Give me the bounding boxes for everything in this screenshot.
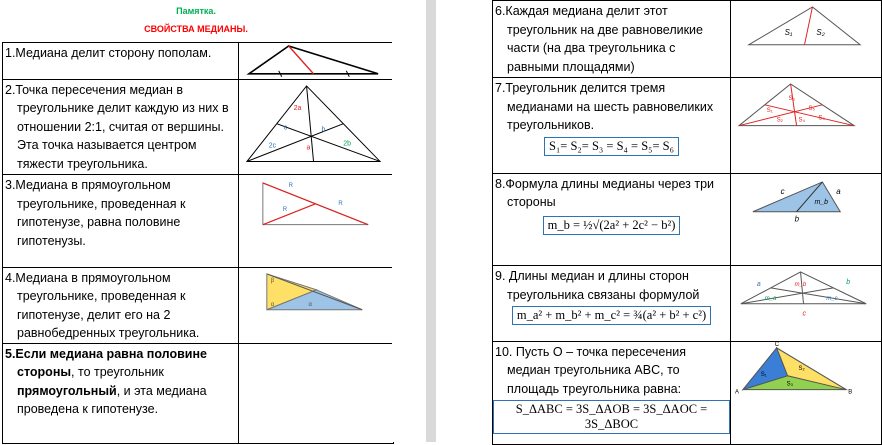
row-5-bold-3: прямоугольный bbox=[17, 383, 117, 398]
svg-text:a: a bbox=[306, 144, 311, 152]
row-5-part-4: , и эта медиана проведена к гипотенузе. bbox=[17, 383, 207, 417]
table-row bbox=[3, 175, 394, 267]
svg-text:2a: 2a bbox=[293, 104, 302, 112]
table-row bbox=[493, 266, 882, 342]
fig-7-six-parts bbox=[731, 78, 882, 173]
left-page bbox=[0, 0, 392, 442]
page-gap bbox=[392, 0, 492, 442]
row-2-text: 2.Точка пересечения медиан в треугольнике делит каждую из них в отношении 2:1, считая от вершины. Эта точка называется центром тяжести треугольника. bbox=[5, 82, 229, 171]
page-title: СВОЙСТВА МЕДИАНЫ. bbox=[144, 24, 248, 34]
svg-text:m_a: m_a bbox=[764, 296, 777, 303]
row-9-text: 9. Длины медиан и длины сторон треугольника связаны формулой bbox=[495, 269, 700, 302]
svg-text:S₄: S₄ bbox=[798, 118, 805, 125]
empty-cell bbox=[239, 343, 394, 443]
svg-text:β: β bbox=[270, 277, 275, 284]
fig-1-median bbox=[239, 43, 394, 80]
svg-text:A: A bbox=[734, 389, 739, 396]
row-5-part-2: , то треугольник bbox=[71, 365, 164, 380]
table-row bbox=[3, 267, 394, 343]
left-table bbox=[2, 42, 394, 444]
row-8-text: 8.Формула длины медианы через три стороны bbox=[495, 176, 715, 210]
svg-text:α: α bbox=[270, 301, 275, 308]
svg-text:2c: 2c bbox=[268, 142, 277, 150]
fig-2-centroid bbox=[239, 79, 394, 174]
formula-9: m_a² + m_b² + m_c² = ¾(a² + b² + c²) bbox=[512, 306, 711, 325]
fig-8-median-length bbox=[731, 173, 882, 265]
svg-text:a: a bbox=[836, 186, 841, 196]
table-row bbox=[493, 78, 882, 173]
svg-text:S₂: S₂ bbox=[776, 118, 783, 125]
row-7-text: 7.Треугольник делится тремя медианами на шесть равновеликих треугольников. bbox=[495, 81, 714, 133]
svg-text:C: C bbox=[774, 341, 780, 348]
svg-text:S₆: S₆ bbox=[788, 96, 795, 103]
svg-text:S₁: S₁ bbox=[784, 27, 793, 37]
svg-text:R: R bbox=[288, 183, 293, 190]
fig-4-isosceles-split bbox=[239, 267, 394, 343]
formula-10: S_ΔABC = 3S_ΔAOB = 3S_ΔAOC = 3S_ΔBOC bbox=[493, 400, 730, 434]
row-1-text: 1.Медиана делит сторону пополам. bbox=[5, 46, 212, 60]
table-row bbox=[3, 343, 394, 443]
svg-text:S₃: S₃ bbox=[818, 116, 825, 123]
table-row bbox=[493, 173, 882, 265]
right-table bbox=[492, 0, 882, 445]
svg-text:c: c bbox=[802, 310, 806, 318]
svg-text:a: a bbox=[756, 281, 761, 289]
svg-text:R: R bbox=[338, 200, 343, 207]
svg-text:α: α bbox=[308, 301, 313, 308]
row-5-bold-1: 5.Если медиана равна половине стороны bbox=[5, 346, 207, 380]
row-4-text: 4.Медиана в прямоугольном треугольнике, проведенная к гипотенузе, делит его на 2 равнобедренных треугольника. bbox=[5, 270, 200, 341]
fig-9-medians-sides bbox=[731, 266, 882, 342]
table-row bbox=[493, 1, 882, 78]
row-3-text: 3.Медиана в прямоугольном треугольнике, проведенная к гипотенузе, равна половине гипотенузы. bbox=[5, 178, 186, 248]
svg-text:m_c: m_c bbox=[826, 296, 838, 303]
right-page bbox=[492, 0, 882, 442]
svg-text:m_b: m_b bbox=[814, 198, 828, 206]
svg-text:S₃: S₃ bbox=[786, 381, 794, 388]
svg-text:B: B bbox=[848, 389, 853, 396]
table-row bbox=[493, 341, 882, 444]
fig-3-right-triangle-median bbox=[239, 175, 394, 267]
svg-text:S₅: S₅ bbox=[808, 106, 815, 113]
svg-text:R: R bbox=[282, 206, 288, 213]
fig-10-area bbox=[731, 341, 882, 444]
svg-text:m_b: m_b bbox=[794, 282, 807, 289]
svg-text:S₁: S₁ bbox=[766, 108, 773, 115]
row-10-text: 10. Пусть О – точка пересечения медиан треугольника ABC, то площадь треугольника равна: bbox=[495, 344, 686, 396]
svg-text:c: c bbox=[283, 124, 288, 132]
row-5-text bbox=[3, 344, 238, 419]
svg-text:S₂: S₂ bbox=[798, 365, 805, 372]
svg-text:b: b bbox=[846, 279, 851, 287]
formula-8: m_b = ½√(2a² + 2c² − b²) bbox=[543, 216, 681, 235]
table-row bbox=[3, 79, 394, 174]
table-row bbox=[3, 43, 394, 80]
page-separator bbox=[426, 0, 436, 442]
memo-label: Памятка. bbox=[176, 6, 216, 16]
svg-text:2b: 2b bbox=[343, 140, 352, 148]
formula-7: S₁= S₂= S₃ = S₄ = S₅= S₆ bbox=[544, 137, 679, 156]
svg-text:b: b bbox=[794, 214, 799, 224]
svg-text:c: c bbox=[780, 186, 785, 196]
row-6-text: 6.Каждая медиана делит этот треугольник на две равновеликие части (на два треугольника с равными площадями) bbox=[495, 4, 703, 74]
svg-text:S₂: S₂ bbox=[816, 27, 825, 37]
fig-6-two-parts bbox=[731, 1, 882, 78]
svg-text:b: b bbox=[321, 126, 326, 134]
svg-text:S₁: S₁ bbox=[760, 371, 767, 378]
